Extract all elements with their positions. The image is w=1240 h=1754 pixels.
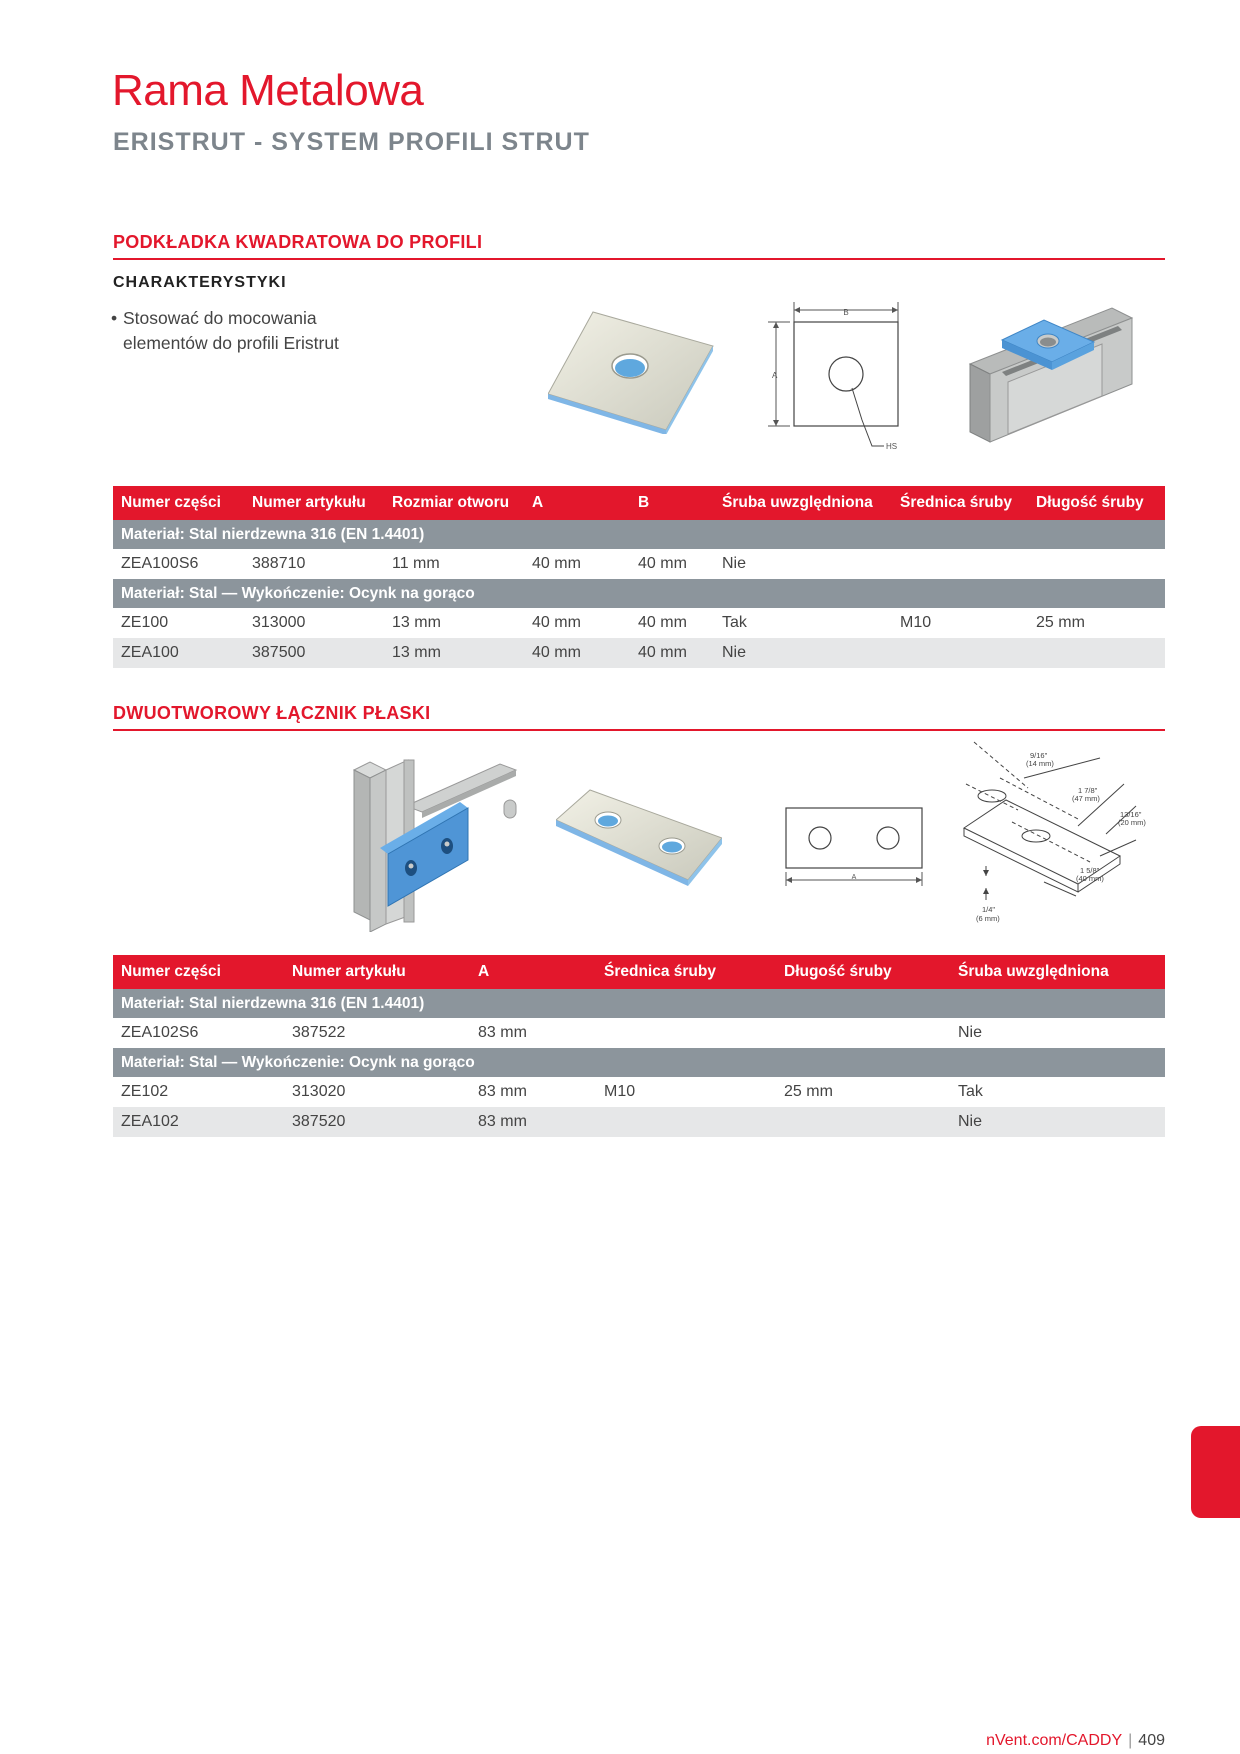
cell-part-number: ZEA102S6 xyxy=(113,1018,284,1048)
cell-bolt-diameter xyxy=(596,1107,776,1137)
material-row xyxy=(113,520,1165,549)
bullet-line-2: elementów do profili Eristrut xyxy=(123,333,339,353)
table-header-row xyxy=(113,955,1165,989)
dim-b-label: B xyxy=(843,308,849,317)
page-footer xyxy=(986,1732,1165,1750)
characteristics-heading: CHARAKTERYSTYKI xyxy=(113,274,287,291)
dim-hole-spacing-mm: (47 mm) xyxy=(1072,794,1100,803)
cell-article-number: 387522 xyxy=(284,1018,470,1048)
cell-b: 40 mm xyxy=(630,638,714,668)
square-washer-table xyxy=(113,486,1165,668)
footer-separator: | xyxy=(1128,1732,1133,1749)
page-title: Rama Metalowa xyxy=(112,66,424,115)
table-row xyxy=(113,608,1165,638)
dim-edge-in: 13/16" xyxy=(1120,810,1142,819)
table-row xyxy=(113,1077,1165,1107)
cell-hole-size: 13 mm xyxy=(384,608,524,638)
material-label: Materiał: Stal nierdzewna 316 (EN 1.4401) xyxy=(113,989,1165,1018)
col-header-a: A xyxy=(470,955,596,989)
bullet-dot: • xyxy=(111,308,118,328)
cell-bolt-diameter xyxy=(892,638,1028,668)
table-row xyxy=(113,1018,1165,1048)
col-header-bolt-diameter: Średnica śruby xyxy=(892,486,1028,520)
square-washer-drawing xyxy=(762,302,912,458)
table-row xyxy=(113,638,1165,668)
cell-bolt-included: Tak xyxy=(714,608,892,638)
dim-edge-mm: (20 mm) xyxy=(1118,818,1146,827)
col-header-bolt-included: Śruba uwzględniona xyxy=(950,955,1165,989)
cell-bolt-diameter: M10 xyxy=(596,1077,776,1107)
cell-article-number: 387520 xyxy=(284,1107,470,1137)
chapter-tab-marker xyxy=(1191,1426,1240,1518)
table-header-row xyxy=(113,486,1165,520)
cell-part-number: ZEA102 xyxy=(113,1107,284,1137)
dim-a-label: A xyxy=(851,874,857,881)
section-heading-flat-connector: DWUOTWOROWY ŁĄCZNIK PŁASKI xyxy=(113,703,1165,731)
dim-thickness-mm: (6 mm) xyxy=(976,914,1000,923)
dim-hole-diameter-in: 9/16" xyxy=(1030,751,1048,760)
cell-bolt-length xyxy=(776,1018,950,1048)
cell-a: 83 mm xyxy=(470,1077,596,1107)
cell-bolt-length xyxy=(776,1107,950,1137)
dim-hs-label: HS xyxy=(886,442,898,451)
cell-part-number: ZE100 xyxy=(113,608,244,638)
col-header-bolt-length: Długość śruby xyxy=(1028,486,1165,520)
cell-b: 40 mm xyxy=(630,549,714,579)
cell-a: 83 mm xyxy=(470,1018,596,1048)
dim-hole-spacing-in: 1 7/8" xyxy=(1078,786,1098,795)
flat-connector-image xyxy=(556,786,722,890)
table-row xyxy=(113,549,1165,579)
cell-bolt-included: Nie xyxy=(950,1018,1165,1048)
cell-b: 40 mm xyxy=(630,608,714,638)
cell-bolt-length: 25 mm xyxy=(1028,608,1165,638)
cell-a: 40 mm xyxy=(524,608,630,638)
cell-bolt-included: Nie xyxy=(714,549,892,579)
cell-article-number: 313000 xyxy=(244,608,384,638)
characteristics-bullet xyxy=(111,306,411,356)
page-subtitle: ERISTRUT - SYSTEM PROFILI STRUT xyxy=(113,128,590,156)
section-heading-square-washer: PODKŁADKA KWADRATOWA DO PROFILI xyxy=(113,232,1165,260)
col-header-part-number: Numer części xyxy=(113,955,284,989)
cell-article-number: 388710 xyxy=(244,549,384,579)
col-header-bolt-included: Śruba uwzględniona xyxy=(714,486,892,520)
col-header-bolt-length: Długość śruby xyxy=(776,955,950,989)
page-number: 409 xyxy=(1138,1732,1165,1749)
dim-hole-diameter-mm: (14 mm) xyxy=(1026,759,1054,768)
cell-part-number: ZEA100S6 xyxy=(113,549,244,579)
cell-bolt-length xyxy=(1028,549,1165,579)
flat-connector-table xyxy=(113,955,1165,1137)
flat-connector-drawing xyxy=(784,800,926,890)
material-row xyxy=(113,579,1165,608)
cell-part-number: ZEA100 xyxy=(113,638,244,668)
material-row xyxy=(113,989,1165,1018)
cell-article-number: 313020 xyxy=(284,1077,470,1107)
material-label: Materiał: Stal — Wykończenie: Ocynk na gorąco xyxy=(113,579,1165,608)
cell-bolt-diameter xyxy=(596,1018,776,1048)
table-row xyxy=(113,1107,1165,1137)
col-header-bolt-diameter: Średnica śruby xyxy=(596,955,776,989)
material-label: Materiał: Stal nierdzewna 316 (EN 1.4401) xyxy=(113,520,1165,549)
material-row xyxy=(113,1048,1165,1077)
cell-article-number: 387500 xyxy=(244,638,384,668)
bullet-line-1: Stosować do mocowania xyxy=(123,308,317,328)
cell-bolt-diameter xyxy=(892,549,1028,579)
col-header-article-number: Numer artykułu xyxy=(284,955,470,989)
cell-bolt-included: Tak xyxy=(950,1077,1165,1107)
square-washer-image xyxy=(548,306,718,434)
flat-connector-isometric-drawing xyxy=(960,740,1160,926)
cell-hole-size: 13 mm xyxy=(384,638,524,668)
cell-a: 83 mm xyxy=(470,1107,596,1137)
cell-bolt-length: 25 mm xyxy=(776,1077,950,1107)
cell-bolt-diameter: M10 xyxy=(892,608,1028,638)
dim-width-in: 1 5/8" xyxy=(1080,866,1100,875)
cell-bolt-length xyxy=(1028,638,1165,668)
col-header-article-number: Numer artykułu xyxy=(244,486,384,520)
col-header-hole-size: Rozmiar otworu xyxy=(384,486,524,520)
col-header-b: B xyxy=(630,486,714,520)
washer-in-channel-image xyxy=(962,296,1140,446)
col-header-part-number: Numer części xyxy=(113,486,244,520)
cell-a: 40 mm xyxy=(524,549,630,579)
flat-connector-on-channel-image xyxy=(340,756,520,932)
dim-width-mm: (40 mm) xyxy=(1076,874,1104,883)
cell-part-number: ZE102 xyxy=(113,1077,284,1107)
material-label: Materiał: Stal — Wykończenie: Ocynk na gorąco xyxy=(113,1048,1165,1077)
dim-a-label: A xyxy=(772,371,778,380)
col-header-a: A xyxy=(524,486,630,520)
cell-hole-size: 11 mm xyxy=(384,549,524,579)
cell-a: 40 mm xyxy=(524,638,630,668)
cell-bolt-included: Nie xyxy=(714,638,892,668)
dim-thickness-in: 1/4" xyxy=(982,905,996,914)
footer-site-link[interactable]: nVent.com/CADDY xyxy=(986,1732,1123,1749)
cell-bolt-included: Nie xyxy=(950,1107,1165,1137)
